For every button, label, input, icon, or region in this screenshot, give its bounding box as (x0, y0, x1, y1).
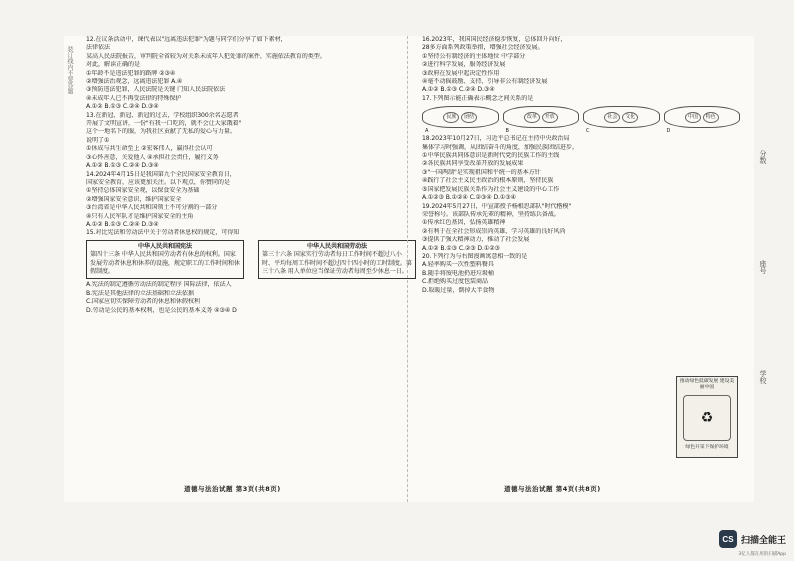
text-line: ③预防违法犯罪，人民法院是关键 门知人民法院依法 (86, 86, 226, 94)
diagram-node: 团结 (461, 112, 477, 123)
text-line: ①年龄不是违法犯罪的路牌 ②③④ (86, 69, 176, 77)
edge-mark-seat: 座号 (759, 260, 767, 274)
text-line: A.①② B.①③ C.②④ D.③④ (86, 162, 159, 170)
concept-diagram-c (583, 106, 660, 135)
text-line: ⑤国家把发展民族关系作为社会主义建设的中心工作 (422, 185, 560, 193)
text-line: 28多方面系列政策举措，增强社会经济发展。 (422, 44, 544, 52)
text-line: 20.下列行为与右图漫画寓意相一致的是 (422, 252, 528, 260)
text-line: B.随手将废电池扔进垃圾桶 (422, 269, 494, 277)
text-line: 12.在议条活动中，课代表以"远离违法犯罪"为题与同学们分享了如下素材， (86, 36, 287, 43)
text-line: 说明了① (86, 136, 110, 144)
camscanner-logo-icon: CS (719, 530, 737, 548)
text-line: ④践行了社会主义民主政治的根本原则，坚持民族 (422, 177, 554, 185)
text-line: ④毫不动摇鼓励、支持、引导非公有制经济发展 (422, 78, 548, 86)
text-line: A.宪法的制定遵循劳动法的制定程序 国际法律，依法人 (86, 281, 232, 289)
text-line: 17.下列图示能正确表示概念之间关系的是 (422, 94, 534, 102)
concept-diagram-a (422, 106, 499, 135)
text-line: 集体学习时强调，从团结奋斗的角度，加强民族团结进步。 (422, 143, 578, 151)
camscanner-tagline: 3亿人都在用的扫描App (738, 552, 786, 557)
text-line: ②增强法治观念，远离违法犯罪 A.④ (86, 78, 183, 86)
text-line: ①休成与共生命至上 ②宏客伟人，赢得社会认可 (86, 145, 213, 153)
text-line: 19.2024年5月27日，中宣部授予杨根思部队"时代楷模" (422, 202, 572, 210)
text-line: A.①②③ B.①②④ C.②③④ D.①③④ (422, 194, 517, 202)
diagram-node: 文化 (622, 112, 638, 123)
text-line: ②各民族共同享受改革开放的发展成果 (422, 160, 524, 168)
text-line: ③台湾省是中华人民共和国领土不可分割的一部分 (86, 204, 218, 212)
text-line: ④未成年人已不再受法律的特殊保护 (86, 94, 182, 102)
text-line: D.取暖过量，倒掉大半食物 (422, 286, 495, 294)
text-line: ④只有人民军队才是维护国家安全的主角 (86, 212, 194, 220)
text-line: C.拒绝购买过度包装商品 (422, 278, 488, 286)
text-line: 16.2023年，我国国民经济稳步恢复，总体回升向好， (422, 36, 567, 43)
text-line: 对此，解读正确的是 (86, 61, 140, 69)
text-line: ②增强国家安全意识，维护国家安全 (86, 195, 182, 203)
concept-diagram-b (503, 106, 580, 135)
concept-diagram-d (664, 106, 741, 135)
text-line: 某高人民法院报告，审判院全省较为对关系未成年人犯处罪的案件，实施依法教育的类型。 (86, 52, 326, 60)
poster-caption: 绿色开采下保护环境 (685, 444, 729, 450)
diagram-node: 开放 (542, 112, 558, 123)
camscanner-name: 扫描全能王 (740, 535, 786, 546)
right-page-footer: 道德与法治试题 第4页(共8页) (504, 485, 601, 493)
labor-law-article-body: 第三十六条 国家实行劳动者每日工作时间不超过八小时、平均每周工作时间不超过四十四小时的工时制度。第三十八条 用人单位应当保证劳动者每周至少休息一日。 (262, 251, 412, 275)
binding-line-text: 装订线内不要答题 (66, 46, 73, 94)
text-line: 荣誉称号。该部队传承先辈的精神，坚持练兵备战。 (422, 210, 560, 218)
edge-mark-score: 分数 (759, 150, 767, 164)
text-line: 18.2023年10月27日，习近平总书记在主持中央政治局 (422, 135, 570, 143)
edge-mark-school: 学校 (759, 370, 767, 384)
text-line: ①坚持公有制经济的主体地位 中学部分 (422, 52, 526, 60)
diagram-node: 中国 (685, 112, 701, 123)
diagram-node: 社会 (604, 112, 620, 123)
text-line: ①传承红色基因，弘扬英雄精神 (422, 219, 506, 227)
diagram-option-label: A (425, 128, 429, 135)
labor-law-article-title: 中华人民共和国劳动法 (307, 242, 367, 250)
text-line: 14.2024年4月15日是我国第九个全民国家安全教育日， (86, 170, 236, 178)
exam-sheet (64, 36, 754, 502)
constitution-article-body: 第四十三条 中华人民共和国劳动者有休息的权利。国家发展劳动者休息和休养的设施，规定职工的工作时间和休假制度。 (90, 251, 240, 275)
left-page (86, 36, 416, 315)
text-line: 法律依法 (86, 44, 110, 52)
cartoon-illustration-icon: ♻ (683, 395, 731, 441)
text-line: C.国家应切实保障劳动者的休息和休假权利 (86, 298, 200, 306)
text-line: ②有利于在全社会形成崇尚英雄、学习英雄的良好风尚 (422, 227, 566, 235)
text-line: 15.对比宪法和劳动法中关于劳动者休息权的规定，可得知 (86, 229, 240, 237)
text-line: ①中华民族共同体意识是新时代党的民族工作的主线 (422, 152, 560, 160)
text-line: 这个一地名下的服，为我社区贡献了无私的爱心与力量。 (86, 128, 236, 136)
scanner-watermark (719, 530, 786, 548)
text-line: A.轻率购买一次性塑料餐具 (422, 261, 494, 269)
text-line: B.宪法是其他法律的立法基础和立法依据 (86, 289, 194, 297)
diagram-node: 改革 (524, 112, 540, 123)
text-line: 13.在新冠、新冠、新冠的过去，学校组织300余名志愿者 (86, 111, 239, 119)
text-line: 国家安全教育，应该更加关注。以下观点，你赞同的是 (86, 178, 230, 186)
text-line: A.①② B.①③ C.②③ D.①②③ (422, 244, 500, 252)
constitution-article (86, 240, 244, 280)
labor-law-article (258, 240, 416, 280)
cartoon-poster (676, 376, 738, 458)
text-line: A.①② B.①③ C.②④ D.③④ (86, 103, 159, 111)
text-line: ③心怀善意，关爱他人 ④承担社会责任，履行义务 (86, 153, 219, 161)
left-page-footer: 道德与法治试题 第3页(共8页) (184, 485, 281, 493)
diagram-option-label: D (666, 128, 671, 135)
page-divider (407, 36, 408, 502)
text-line: ①坚持总体国家安全观，以保食安全为基础 (86, 187, 200, 195)
diagram-option-label: C (586, 128, 590, 135)
concept-diagrams (422, 106, 740, 135)
poster-title: 推动绿色低碳发展 建设美丽中国 (679, 379, 735, 390)
text-line: A.①② B.①③ C.②④ D.③④ (86, 220, 159, 228)
constitution-article-title: 中华人民共和国宪法 (138, 242, 192, 250)
text-line: D.劳动是公民的基本权利，也是公民的基本义务 ④③④ D (86, 306, 237, 314)
diagram-node: 民族 (443, 112, 459, 123)
text-line: ②进行科学发展，服务经济发展 (422, 61, 506, 69)
text-line: 开展了文明宣讲，一份"有我一口吃的，就不会让大家饿着" (86, 120, 242, 128)
text-line: ③"一国两制"是实现祖国和平统一的基本方针 (422, 168, 541, 176)
law-article-comparison (86, 240, 416, 280)
text-line: A.①② B.①③ C.②④ D.③④ (422, 86, 495, 94)
text-line: ③提供了强大精神动力，推动了社会发展 (422, 236, 530, 244)
diagram-option-label: B (505, 128, 509, 135)
text-line: ③政府在发展中起决定性作用 (422, 69, 500, 77)
diagram-node: 特色 (703, 112, 719, 123)
right-page (422, 36, 740, 295)
